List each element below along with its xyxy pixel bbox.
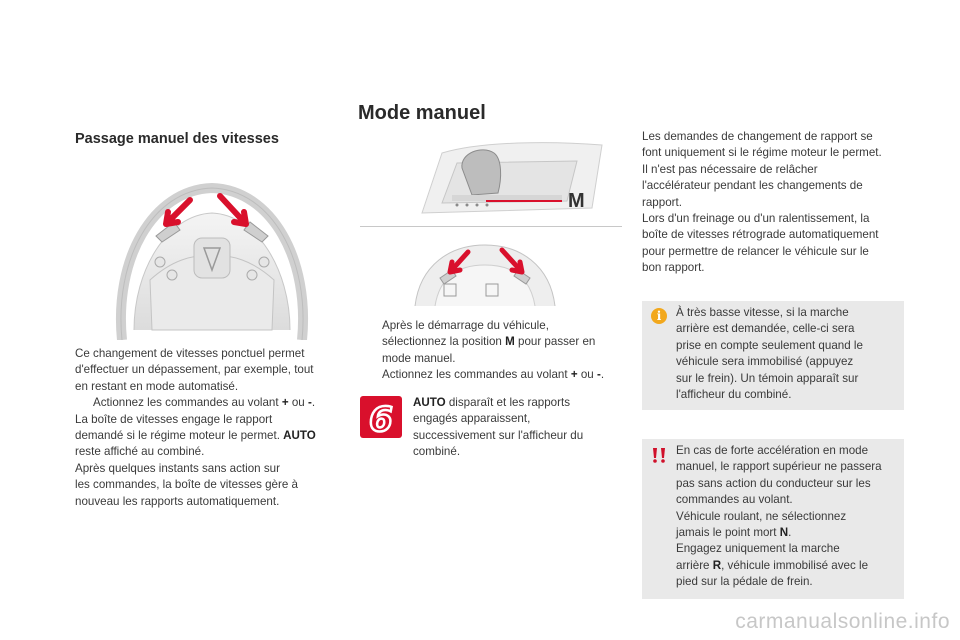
steering-wheel-illustration (112, 180, 312, 340)
bullet-icon (360, 367, 382, 383)
info-box (642, 301, 904, 410)
text-line: bon rapport. (642, 261, 705, 275)
gear-request-text (642, 129, 904, 277)
text-span: Actionnez les commandes au volant (93, 396, 282, 410)
text-line: pas sans action du conducteur sur les (676, 476, 871, 490)
gear-digit: 6 (369, 400, 393, 438)
text-line: engagés apparaissent, (413, 412, 531, 426)
text-line: Il n'est pas nécessaire de relâcher (642, 162, 818, 176)
text-span: N (779, 526, 789, 540)
text-line: reste affiché au combiné. (75, 445, 205, 459)
bullet-item (360, 367, 622, 383)
text-line: En cas de forte accélération en mode (676, 444, 869, 457)
bullet-item (360, 318, 622, 367)
text-line: rapport. (642, 195, 682, 209)
text-span: . (788, 526, 792, 540)
text-line: Lors d'un freinage ou d'un ralentissement, la (642, 212, 870, 226)
text-line: en restant en mode automatisé. (75, 379, 239, 393)
text-span: sélectionnez la position (382, 335, 506, 349)
text-line (382, 367, 622, 383)
warning-icon (650, 446, 668, 462)
text-span: Actionnez les commandes au volant (382, 368, 571, 382)
bullet-item (75, 395, 337, 411)
text-line: successivement sur l'afficheur du (413, 428, 584, 442)
manual-mode-steps (360, 318, 622, 384)
text-line: l'accélérateur pendant les changements de (642, 179, 863, 193)
bullet-icon (360, 318, 382, 367)
text-line: l'afficheur du combiné. (676, 388, 792, 402)
text-line (676, 525, 901, 541)
text-line: véhicule sera immobilisé (appuyez (676, 355, 854, 369)
watermark[interactable]: carmanualsonline.info (735, 610, 950, 633)
text-line (413, 395, 613, 411)
text-line: Les demandes de changement de rapport se (642, 130, 873, 143)
text-line: nouveau les rapports automatiquement. (75, 494, 280, 508)
text-line: pied sur la pédale de frein. (676, 575, 813, 589)
text-line: font uniquement si le régime moteur le permet. (642, 146, 882, 160)
text-span: - (596, 368, 601, 382)
text-line: commandes au volant. (676, 493, 793, 507)
info-icon: i (651, 308, 667, 324)
text-line (676, 558, 901, 574)
text-line: Après le démarrage du véhicule, (382, 319, 549, 332)
text-span: . (600, 368, 605, 382)
text-span: arrière (676, 558, 713, 572)
text-line: arrière est demandée, celle-ci sera (676, 322, 855, 336)
text-span: AUTO (283, 429, 316, 443)
text-span: disparaît et les rapports (445, 396, 571, 409)
text-span: ou (577, 368, 597, 382)
text-line: La boîte de vitesses engage le rapport (75, 412, 273, 426)
text-line (75, 428, 337, 444)
illustration-divider (360, 226, 622, 227)
text-line: Véhicule roulant, ne sélectionnez (676, 509, 847, 523)
section-title: Passage manuel des vitesses (75, 131, 279, 147)
text-line: manuel, le rapport supérieur ne passera (676, 460, 882, 474)
page-title: Mode manuel (358, 102, 486, 124)
text-span: ou (288, 396, 308, 410)
text-line: pour permettre de relancer le véhicule sur le (642, 244, 869, 258)
text-line: boîte de vitesses rétrograde automatiquement (642, 228, 879, 242)
text-line: sur le frein). Un témoin apparaît sur (676, 371, 859, 385)
text-span: + (281, 396, 289, 410)
text-span: . (311, 396, 316, 410)
text-line: Engagez uniquement la marche (676, 542, 840, 556)
text-span (382, 367, 622, 383)
text-span (676, 305, 901, 403)
text-span: pour passer en (514, 335, 596, 349)
text-span: demandé si le régime moteur le permet. (75, 429, 284, 443)
text-span: - (307, 396, 312, 410)
text-span: + (570, 368, 578, 382)
text-line (382, 334, 622, 350)
text-span (676, 443, 901, 591)
gear-display-icon (360, 396, 402, 438)
text-line: Après quelques instants sans action sur (75, 461, 280, 475)
manual-shift-text (75, 346, 337, 510)
gear-selector-illustration (402, 133, 617, 223)
text-span: M (505, 335, 515, 349)
text-line: prise en compte seulement quand le (676, 338, 863, 352)
text-line: mode manuel. (382, 351, 456, 365)
steering-paddles-illustration (410, 240, 560, 306)
text-span: jamais le point mort (676, 526, 780, 540)
text-span: AUTO (413, 396, 446, 409)
text-line: combiné. (413, 445, 461, 459)
text-line: les commandes, la boîte de vitesses gère à (75, 478, 298, 492)
warning-box (642, 439, 904, 599)
text-span: , véhicule immobilisé avec le (721, 558, 869, 572)
gear-m-label: M (568, 190, 585, 212)
text-line: À très basse vitesse, si la marche (676, 306, 849, 319)
text-line: d'effectuer un dépassement, par exemple, tout (75, 363, 314, 377)
text-line: Ce changement de vitesses ponctuel permet (75, 347, 305, 360)
auto-display-text (413, 395, 613, 461)
text-span (382, 318, 622, 367)
text-span: R (712, 558, 722, 572)
